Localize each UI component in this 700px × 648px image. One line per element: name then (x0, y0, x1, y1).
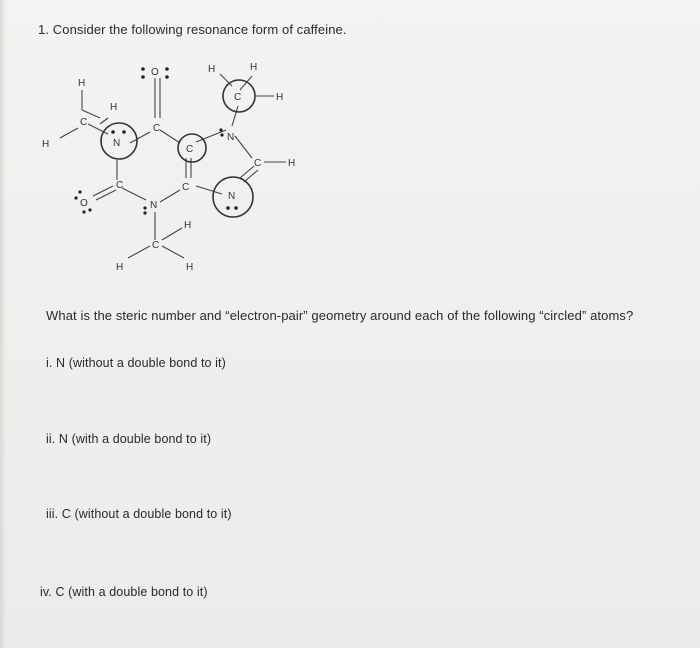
bond-ch3-h-left (128, 246, 150, 258)
lone-pair-dot (141, 67, 145, 71)
bond-n7-c8 (235, 136, 252, 158)
lone-pair-dot (226, 206, 230, 210)
lone-pair-dot (219, 128, 222, 131)
lone-pair-dot (74, 196, 77, 199)
lone-pair-dot (122, 130, 126, 134)
atom-label-c: C (80, 117, 88, 128)
bond-n9-c8 (244, 170, 258, 182)
question-item-i: i. N (without a double bond to it) (46, 356, 226, 370)
atom-label-o: O (80, 198, 88, 209)
question-item-ii: ii. N (with a double bond to it) (46, 432, 212, 446)
bond-ch3-h-left (220, 74, 232, 86)
atom-label-c: C (254, 158, 262, 169)
question-item-iv: iv. C (with a double bond to it) (40, 585, 208, 599)
lone-pair-dot (111, 130, 115, 134)
atom-label-h: H (276, 92, 284, 103)
bond-n1-c2 (130, 132, 150, 143)
lone-pair-dot (220, 133, 223, 136)
atom-label-h: H (186, 262, 194, 273)
bond-c4-n9 (196, 186, 222, 194)
bond-n7-ch3 (232, 106, 238, 126)
question-title: 1. Consider the following resonance form of caffeine. (38, 22, 347, 37)
lone-pair-dot (78, 190, 81, 193)
lone-pair-dot (143, 206, 146, 209)
atom-label-h: H (42, 139, 50, 150)
bond-h-c-right (100, 118, 108, 124)
atom-label-c: C (116, 180, 124, 191)
bond-c6-o-b (93, 186, 113, 196)
bond-ch3-h-top (240, 76, 252, 90)
atom-label-c: C (153, 123, 161, 134)
bond-c4-n3 (160, 190, 180, 202)
bond-c2-c3 (160, 130, 180, 143)
bond-ch3-h-top (162, 228, 182, 240)
atom-label-h: H (288, 158, 296, 169)
bond-c6-n3 (122, 188, 146, 200)
atom-label-c: C (182, 182, 190, 193)
lone-pair-dot (234, 206, 238, 210)
caffeine-structure-diagram (0, 0, 700, 300)
bond-ch3-h-right (162, 246, 184, 258)
bond-lines (60, 74, 286, 258)
atom-label-o: O (151, 67, 159, 78)
lone-pair-dot (143, 211, 146, 214)
atom-label-h: H (250, 62, 258, 73)
lone-pair-dot (165, 75, 169, 79)
atom-label-c: C (186, 144, 194, 155)
atom-label-c: C (234, 92, 242, 103)
atom-label-h: H (110, 102, 118, 113)
bond-c6-o-a (96, 190, 116, 200)
atom-label-n: N (113, 138, 121, 149)
atom-label-h: H (78, 78, 86, 89)
atom-label-h: H (116, 262, 124, 273)
bond-n9-c8-double (240, 166, 254, 178)
lone-pair-dot (88, 208, 91, 211)
question-item-iii: iii. C (without a double bond to it) (46, 507, 232, 521)
atom-labels (42, 62, 295, 273)
atom-label-c: C (152, 240, 160, 251)
atom-label-h: H (208, 64, 216, 75)
question-prompt: What is the steric number and “electron-pair” geometry around each of the following “circled” atoms? (46, 308, 634, 323)
atom-label-h: H (184, 220, 192, 231)
atom-label-n: N (227, 132, 235, 143)
lone-pair-dot (141, 75, 145, 79)
lone-pair-dot (165, 67, 169, 71)
atom-label-n: N (150, 200, 158, 211)
bond-h-c-left (60, 128, 78, 138)
atom-label-n: N (228, 191, 236, 202)
lone-pair-dot (82, 210, 85, 213)
